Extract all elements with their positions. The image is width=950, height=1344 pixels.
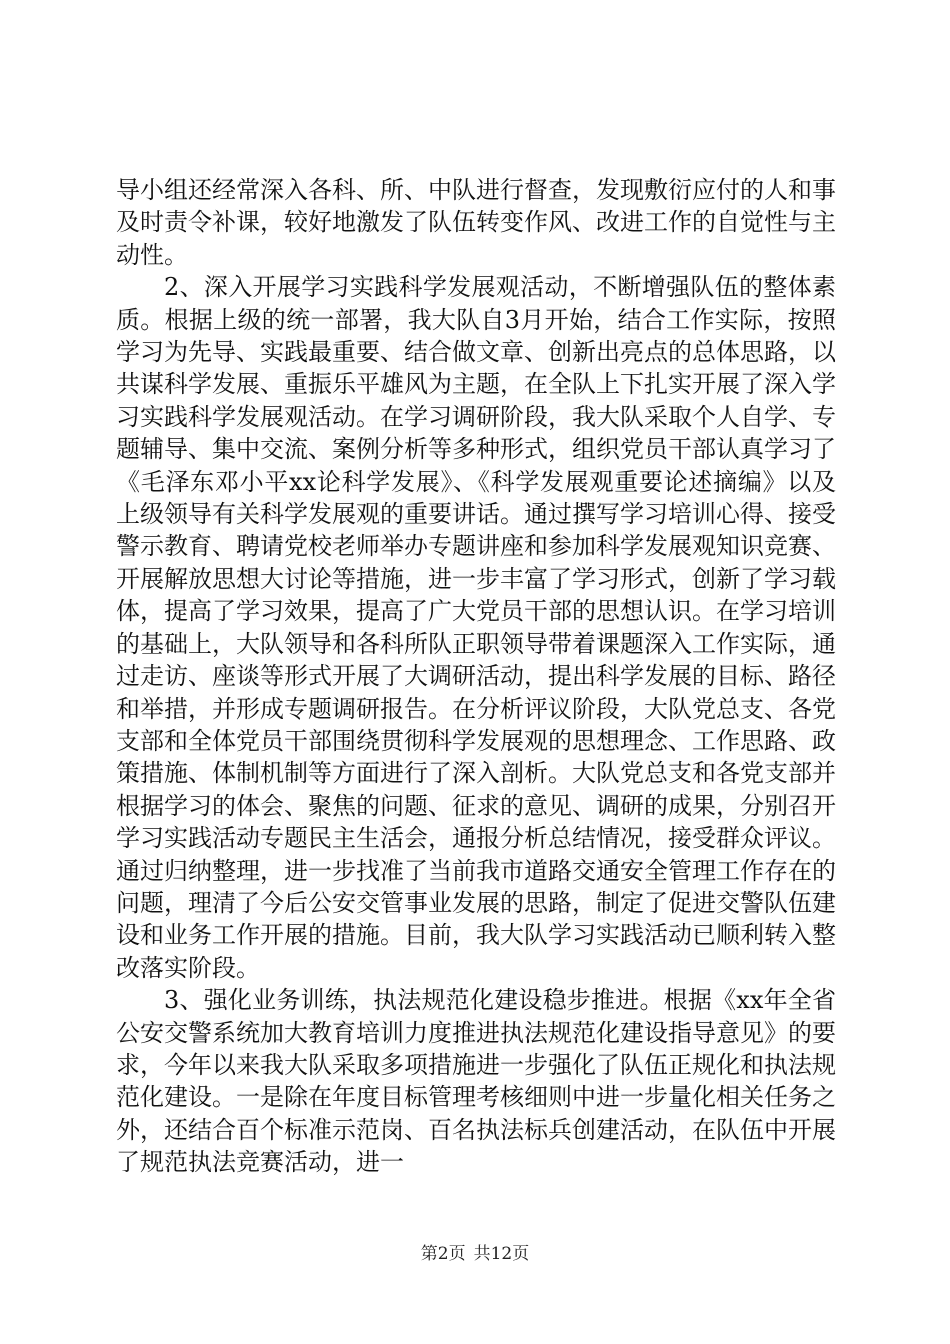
paragraph-training: 3、强化业务训练，执法规范化建设稳步推进。根据《xx年全省公安交警系统加大教育培训力度推进执法规范化建设指导意见》的要求，今年以来我大队采取多项措施进一步强化了队伍正规化和执法规范化建设。一是除在年度目标管理考核细则中进一步量化相关任务之外，还结合百个标准示范岗、百名执法标兵创建活动，在队伍中开展了规范执法竞赛活动，进一 [116, 986, 836, 1177]
page-number-current: 第2页 [420, 1244, 466, 1264]
paragraph-study-practice: 2、深入开展学习实践科学发展观活动，不断增强队伍的整体素质。根据上级的统一部署，我大队自3月开始，结合工作实际，按照学习为先导、实践最重要、结合做文章、创新出亮点的总体思路，以共谋科学发展、重振乐平雄风为主题，在全队上下扎实开展了深入学习实践科学发展观活动。在学习调研阶段，我大队采取个人自学、专题辅导、集中交流、案例分析等多种形式，组织党员干部认真学习了《毛泽东邓小平xx论科学发展》、《科学发展观重要论述摘编》以及上级领导有关科学发展观的重要讲话。通过撰写学习培训心得、接受警示教育、聘请党校老师举办专题讲座和参加科学发展观知识竞赛、开展解放思想大讨论等措施，进一步丰富了学习形式，创新了学习载体，提高了学习效果，提高了广大党员干部的思想认识。在学习培训的基础上，大队领导和各科所队正职领导带着课题深入工作实际，通过走访、座谈等形式开展了大调研活动，提出科学发展的目标、路径和举措，并形成专题调研报告。在分析评议阶段，大队党总支、各党支部和全体党员干部围绕贯彻科学发展观的思想理念、工作思路、政策措施、体制机制等方面进行了深入剖析。大队党总支和各党支部并根据学习的体会、聚焦的问题、征求的意见、调研的成果，分别召开学习实践活动专题民主生活会，通报分析总结情况，接受群众评议。通过归纳整理，进一步找准了当前我市道路交通安全管理工作存在的问题，理清了今后公安交管事业发展的思路，制定了促进交警队伍建设和业务工作开展的措施。目前，我大队学习实践活动已顺利转入整改落实阶段。 [116, 273, 836, 982]
page-footer [0, 1244, 950, 1264]
paragraph-continuation: 导小组还经常深入各科、所、中队进行督查，发现敷衍应付的人和事及时责令补课，较好地激发了队伍转变作风、改进工作的自觉性与主动性。 [116, 176, 836, 269]
document-body [116, 174, 836, 1179]
page-number-total: 共12页 [473, 1244, 530, 1264]
